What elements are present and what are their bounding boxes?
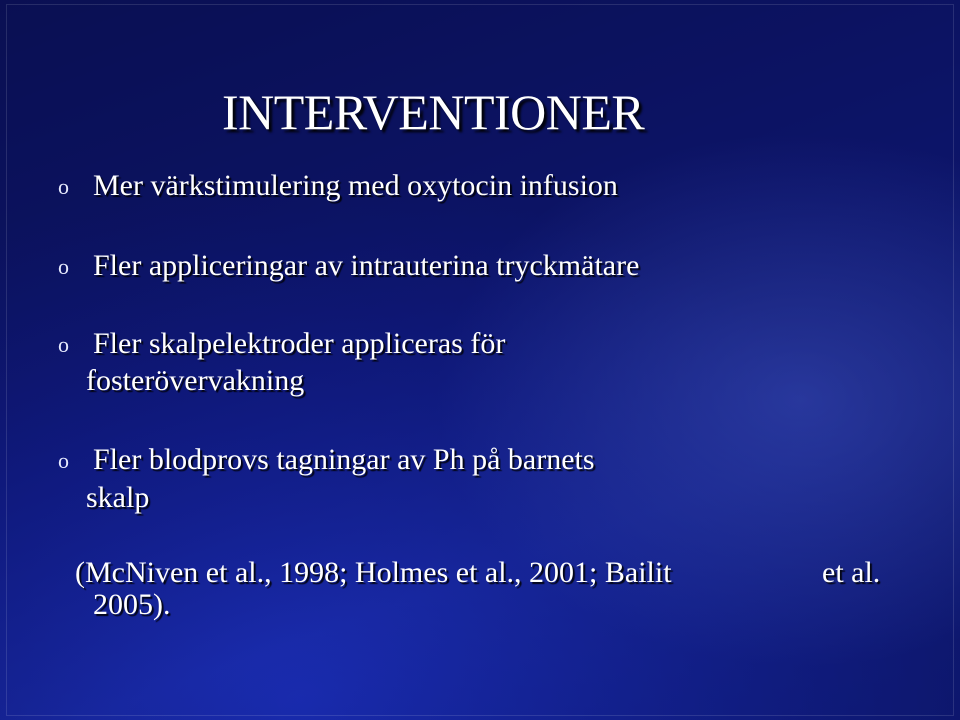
- reference-citation-cont: et al.: [822, 556, 881, 589]
- bullet-marker: o: [58, 332, 69, 357]
- reference-year: 2005).: [93, 588, 171, 621]
- bullet-text-scalp-electrodes-cont: fosterövervakning: [86, 364, 305, 397]
- slide-title: INTERVENTIONER: [222, 84, 645, 140]
- bullet-text-scalp-electrodes: Fler skalpelektroder appliceras för: [93, 327, 506, 360]
- reference-citation: (McNiven et al., 1998; Holmes et al., 2001; Bailit: [75, 556, 672, 589]
- bullet-marker: o: [58, 254, 69, 279]
- bullet-text-blood-samples-cont: skalp: [86, 481, 150, 514]
- bullet-text-blood-samples: Fler blodprovs tagningar av Ph på barnets: [93, 443, 595, 476]
- bullet-marker: o: [58, 174, 69, 199]
- bullet-text-pressure-gauges: Fler appliceringar av intrauterina tryckmätare: [93, 249, 640, 282]
- bullet-text-oxytocin: Mer värkstimulering med oxytocin infusion: [93, 169, 618, 202]
- bullet-marker: o: [58, 448, 69, 473]
